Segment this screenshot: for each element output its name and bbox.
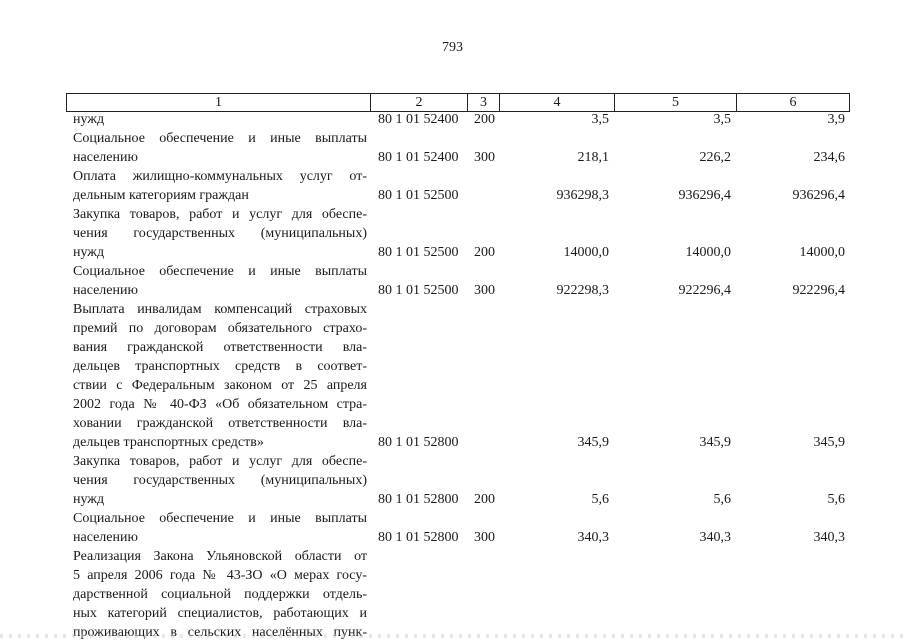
row-value-col5: 14000,0 <box>685 245 731 260</box>
row-code: 80 1 01 52500 <box>378 245 459 260</box>
table-row <box>0 452 905 509</box>
row-name-line: ных категорий специалистов, работающих и <box>73 606 367 621</box>
row-name-line: ствии с Федеральным законом от 25 апреля <box>73 378 367 393</box>
row-code: 80 1 01 52500 <box>378 188 459 203</box>
row-name-line: премий по договорам обязательного страхо- <box>73 321 367 336</box>
row-name-line: дельным категориям граждан <box>73 188 249 203</box>
header-col-4: 4 <box>553 95 561 110</box>
row-name-line: Социальное обеспечение и иные выплаты <box>73 264 367 279</box>
page-number: 793 <box>442 40 463 55</box>
row-name-line: Социальное обеспечение и иные выплаты <box>73 131 367 146</box>
row-code: 80 1 01 52400 <box>378 150 459 165</box>
row-vr: 200 <box>474 492 495 507</box>
row-name-line: дельцев транспортных средств в соответ- <box>73 359 367 374</box>
row-value-col6: 14000,0 <box>799 245 845 260</box>
row-vr: 200 <box>474 112 495 127</box>
row-vr: 300 <box>474 283 495 298</box>
row-value-col4: 218,1 <box>577 150 609 165</box>
row-name-line: Закупка товаров, работ и услуг для обеспе- <box>73 207 367 222</box>
row-value-col6: 345,9 <box>813 435 845 450</box>
row-value-col4: 936298,3 <box>556 188 609 203</box>
row-name-line: Социальное обеспечение и иные выплаты <box>73 511 367 526</box>
row-code: 80 1 01 52400 <box>378 112 459 127</box>
row-value-col6: 3,9 <box>827 112 845 127</box>
row-name <box>73 547 367 642</box>
row-name-line: Реализация Закона Ульяновской области от <box>73 549 367 564</box>
row-value-col4: 14000,0 <box>563 245 609 260</box>
row-name-line: населению <box>73 530 138 545</box>
row-name <box>73 262 367 300</box>
row-name <box>73 110 367 129</box>
table-row <box>0 110 905 129</box>
row-name-line: Оплата жилищно-коммунальных услуг от- <box>73 169 367 184</box>
table-row <box>0 300 905 452</box>
row-value-col5: 340,3 <box>699 530 731 545</box>
row-name-line: нужд <box>73 245 105 260</box>
row-code: 80 1 01 52800 <box>378 435 459 450</box>
row-value-col6: 234,6 <box>813 150 845 165</box>
header-col-2: 2 <box>415 95 423 110</box>
row-value-col6: 936296,4 <box>792 188 845 203</box>
header-col-3: 3 <box>480 95 487 110</box>
row-name-line: чения государственных (муниципальных) <box>73 226 367 241</box>
row-vr: 300 <box>474 150 495 165</box>
row-value-col4: 3,5 <box>591 112 609 127</box>
row-value-col4: 340,3 <box>577 530 609 545</box>
row-code: 80 1 01 52800 <box>378 530 459 545</box>
row-vr: 200 <box>474 245 495 260</box>
row-name <box>73 205 367 262</box>
row-value-col4: 922298,3 <box>556 283 609 298</box>
row-name-line: нужд <box>73 112 105 127</box>
row-name <box>73 129 367 167</box>
row-name-line: Выплата инвалидам компенсаций страховых <box>73 302 367 317</box>
row-name-line: проживающих в сельских населённых пунк- <box>73 625 367 640</box>
row-value-col4: 345,9 <box>577 435 609 450</box>
scan-artifact-strip <box>0 634 905 638</box>
row-code: 80 1 01 52500 <box>378 283 459 298</box>
row-name <box>73 452 367 509</box>
row-code: 80 1 01 52800 <box>378 492 459 507</box>
table-row <box>0 547 905 642</box>
row-name-line: дельцев транспортных средств» <box>73 435 264 450</box>
table-row <box>0 262 905 300</box>
header-col-1: 1 <box>215 95 222 110</box>
row-value-col5: 936296,4 <box>678 188 731 203</box>
row-value-col5: 5,6 <box>713 492 731 507</box>
row-value-col4: 5,6 <box>591 492 609 507</box>
table-row <box>0 129 905 167</box>
row-name-line: 5 апреля 2006 года № 43-ЗО «О мерах госу- <box>73 568 367 583</box>
row-value-col5: 3,5 <box>713 112 731 127</box>
row-name-line: вания гражданской ответственности вла- <box>73 340 367 355</box>
row-name <box>73 167 367 205</box>
table-row <box>0 205 905 262</box>
table-row <box>0 167 905 205</box>
row-name-line: населению <box>73 150 138 165</box>
row-name-line: дарственной социальной поддержки отдель- <box>73 587 367 602</box>
row-name <box>73 509 367 547</box>
header-col-6: 6 <box>789 95 797 110</box>
row-value-col6: 922296,4 <box>792 283 845 298</box>
row-value-col5: 345,9 <box>699 435 731 450</box>
row-name-line: населению <box>73 283 138 298</box>
row-value-col5: 922296,4 <box>678 283 731 298</box>
row-value-col6: 5,6 <box>827 492 845 507</box>
row-name-line: чения государственных (муниципальных) <box>73 473 367 488</box>
row-name-line: ховании гражданской ответственности вла- <box>73 416 367 431</box>
row-value-col6: 340,3 <box>813 530 845 545</box>
row-value-col5: 226,2 <box>699 150 731 165</box>
row-name-line: 2002 года № 40-ФЗ «Об обязательном стра- <box>73 397 367 412</box>
table-row <box>0 509 905 547</box>
header-col-5: 5 <box>672 95 679 110</box>
row-name-line: нужд <box>73 492 105 507</box>
row-name-line: Закупка товаров, работ и услуг для обеспе- <box>73 454 367 469</box>
row-name <box>73 300 367 452</box>
row-vr: 300 <box>474 530 495 545</box>
